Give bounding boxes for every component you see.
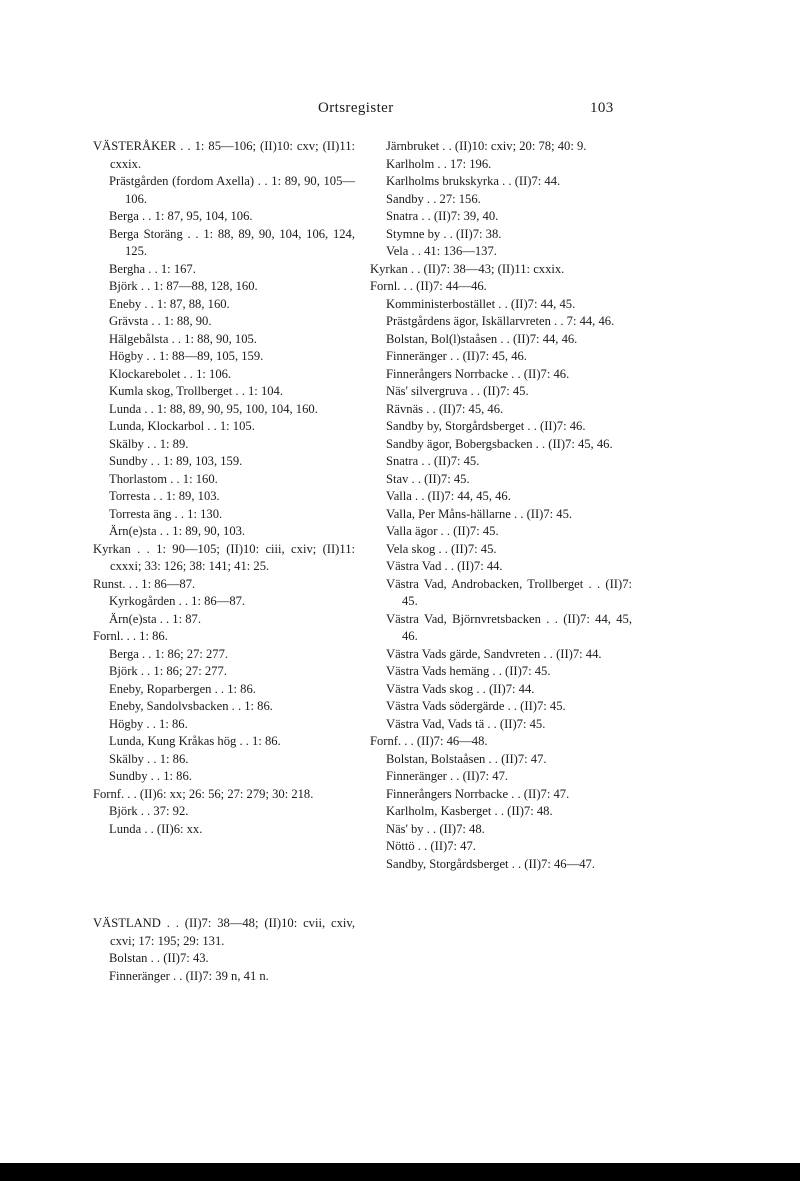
index-sub-entry: Finnerångers Norrbacke . . (II)7: 46. — [386, 366, 570, 381]
index-heading-entry: Fornf. . . (II)6: xx; 26: 56; 27: 279; 30: 218. — [93, 786, 314, 801]
index-sub-entry: Lunda, Klockarbol . . 1: 105. — [109, 419, 255, 433]
index-heading-entry: VÄSTLAND . . (II)7: 38—48; (II)10: cvii, cxiv, cxvi; 17: 195; 29: 131. — [93, 916, 355, 948]
index-sub-entry: Sandby by, Storgårdsberget . . (II)7: 46. — [386, 419, 586, 433]
index-heading-entry: Kyrkan . . 1: 90—105; (II)10: ciii, cxiv; (II)11: cxxxi; 33: 126; 38: 141; 41: 25. — [93, 541, 355, 573]
index-heading-entry: Fornf. . . (II)7: 46—48. — [370, 734, 488, 748]
index-sub-entry: Valla, Per Måns-hällarne . . (II)7: 45. — [386, 506, 573, 521]
index-sub-entry: Finnerångers Norrbacke . . (II)7: 47. — [386, 786, 570, 801]
index-sub-entry: Sandby . . 27: 156. — [386, 191, 481, 206]
index-heading-entry: Fornl. . . (II)7: 44—46. — [370, 279, 487, 293]
index-sub-entry: Sandby, Storgårdsberget . . (II)7: 46—47. — [386, 856, 595, 871]
index-sub-entry: Valla . . (II)7: 44, 45, 46. — [386, 489, 511, 503]
index-sub-entry: Västra Vads skog . . (II)7: 44. — [386, 681, 535, 696]
index-heading-entry: Fornl. . . 1: 86. — [93, 629, 168, 643]
index-sub-entry: Karlholm, Kasberget . . (II)7: 48. — [386, 804, 553, 818]
index-sub-entry: Berga . . 1: 87, 95, 104, 106. — [109, 209, 253, 223]
index-sub-entry: Komministerbostället . . (II)7: 44, 45. — [386, 296, 576, 311]
page-title: Ortsregister — [318, 100, 394, 116]
index-sub-entry: Finneränger . . (II)7: 47. — [386, 769, 509, 783]
index-sub-entry: Torresta . . 1: 89, 103. — [109, 489, 220, 503]
index-sub-entry: Högby . . 1: 86. — [109, 716, 188, 731]
index-sub-entry: Stav . . (II)7: 45. — [386, 471, 470, 486]
index-sub-entry: Ärn(e)sta . . 1: 89, 90, 103. — [109, 524, 246, 538]
index-sub-entry: Prästgården (fordom Axella) . . 1: 89, 90, 105—106. — [109, 174, 355, 206]
index-sub-entry: Skälby . . 1: 86. — [109, 751, 189, 766]
index-sub-entry: Västra Vad, Androbacken, Trollberget . . (II)7: 45. — [386, 576, 632, 608]
index-sub-entry: Vela skog . . (II)7: 45. — [386, 541, 497, 556]
index-sub-entry: Näs' silvergruva . . (II)7: 45. — [386, 384, 529, 398]
index-sub-entry: Västra Vad, Vads tä . . (II)7: 45. — [386, 716, 546, 731]
running-head — [0, 100, 800, 122]
index-sub-entry: Västra Vad . . (II)7: 44. — [386, 559, 503, 573]
index-sub-entry: Berga Storäng . . 1: 88, 89, 90, 104, 106, 124, 125. — [109, 226, 355, 258]
index-sub-entry: Snatra . . (II)7: 45. — [386, 454, 480, 468]
index-sub-entry: Thorlastom . . 1: 160. — [109, 471, 218, 486]
index-sub-entry: Bolstan, Bol(l)staåsen . . (II)7: 44, 46. — [386, 331, 578, 346]
page-number: 103 — [590, 100, 614, 116]
index-sub-entry: Västra Vads gärde, Sandvreten . . (II)7: 44. — [386, 646, 602, 661]
index-sub-entry: Berga . . 1: 86; 27: 277. — [109, 646, 229, 661]
index-sub-entry: Skälby . . 1: 89. — [109, 436, 189, 451]
index-sub-entry: Björk . . 1: 86; 27: 277. — [109, 664, 227, 678]
index-sub-entry: Rävnäs . . (II)7: 45, 46. — [386, 401, 504, 416]
scan-border — [0, 1163, 800, 1181]
index-sub-entry: Lunda . . 1: 88, 89, 90, 95, 100, 104, 160. — [109, 401, 318, 416]
index-sub-entry: Västra Vads södergärde . . (II)7: 45. — [386, 699, 566, 713]
index-sub-entry: Snatra . . (II)7: 39, 40. — [386, 209, 499, 223]
index-sub-entry: Finneränger . . (II)7: 45, 46. — [386, 349, 527, 363]
index-sub-entry: Västra Vad, Björnvretsbacken . . (II)7: 44, 45, 46. — [386, 611, 632, 643]
index-column-right — [370, 138, 632, 873]
index-sub-entry: Karlholms brukskyrka . . (II)7: 44. — [386, 174, 561, 188]
index-sub-entry: Bergha . . 1: 167. — [109, 261, 196, 276]
index-sub-entry: Vela . . 41: 136—137. — [386, 244, 497, 258]
index-sub-entry: Stymne by . . (II)7: 38. — [386, 226, 502, 241]
index-sub-entry: Sundby . . 1: 86. — [109, 769, 192, 783]
index-heading-entry: Kyrkan . . (II)7: 38—43; (II)11: cxxix. — [370, 261, 565, 276]
index-sub-entry: Järnbruket . . (II)10: cxiv; 20: 78; 40: 9. — [386, 139, 587, 153]
index-sub-entry: Ärn(e)sta . . 1: 87. — [109, 611, 201, 626]
index-sub-entry: Sundby . . 1: 89, 103, 159. — [109, 454, 243, 468]
index-sub-entry: Prästgårdens ägor, Iskällarvreten . . 7: 44, 46. — [386, 314, 615, 328]
index-sub-entry: Västra Vads hemäng . . (II)7: 45. — [386, 664, 551, 678]
index-sub-entry: Klockarebolet . . 1: 106. — [109, 366, 232, 381]
index-sub-entry: Lunda, Kung Kråkas hög . . 1: 86. — [109, 734, 281, 748]
index-column-left — [93, 138, 355, 985]
index-sub-entry: Eneby . . 1: 87, 88, 160. — [109, 296, 230, 311]
index-sub-entry: Kumla skog, Trollberget . . 1: 104. — [109, 384, 283, 398]
index-sub-entry: Finneränger . . (II)7: 39 n, 41 n. — [109, 968, 269, 983]
section-gap — [93, 851, 355, 903]
index-sub-entry: Högby . . 1: 88—89, 105, 159. — [109, 349, 264, 363]
index-sub-entry: Näs' by . . (II)7: 48. — [386, 821, 485, 836]
index-sub-entry: Nöttö . . (II)7: 47. — [386, 839, 476, 853]
index-sub-entry: Valla ägor . . (II)7: 45. — [386, 524, 499, 538]
index-sub-entry: Karlholm . . 17: 196. — [386, 156, 492, 171]
index-sub-entry: Sandby ägor, Bobergsbacken . . (II)7: 45, 46. — [386, 436, 613, 451]
index-sub-entry: Eneby, Roparbergen . . 1: 86. — [109, 681, 256, 696]
index-sub-entry: Lunda . . (II)6: xx. — [109, 821, 203, 836]
index-sub-entry: Hälgebålsta . . 1: 88, 90, 105. — [109, 331, 257, 346]
index-sub-entry: Bolstan, Bolstaåsen . . (II)7: 47. — [386, 751, 547, 766]
index-sub-entry: Eneby, Sandolvsbacken . . 1: 86. — [109, 699, 273, 713]
index-sub-entry: Bolstan . . (II)7: 43. — [109, 951, 209, 966]
index-sub-entry: Torresta äng . . 1: 130. — [109, 506, 223, 521]
index-heading-entry: Runst. . . 1: 86—87. — [93, 576, 196, 591]
index-sub-entry: Björk . . 1: 87—88, 128, 160. — [109, 279, 258, 293]
index-sub-entry: Kyrkogården . . 1: 86—87. — [109, 594, 246, 608]
index-heading-entry: VÄSTERÅKER . . 1: 85—106; (II)10: cxv; (II)11: cxxix. — [93, 139, 355, 171]
index-sub-entry: Björk . . 37: 92. — [109, 804, 189, 818]
index-sub-entry: Grävsta . . 1: 88, 90. — [109, 314, 212, 328]
